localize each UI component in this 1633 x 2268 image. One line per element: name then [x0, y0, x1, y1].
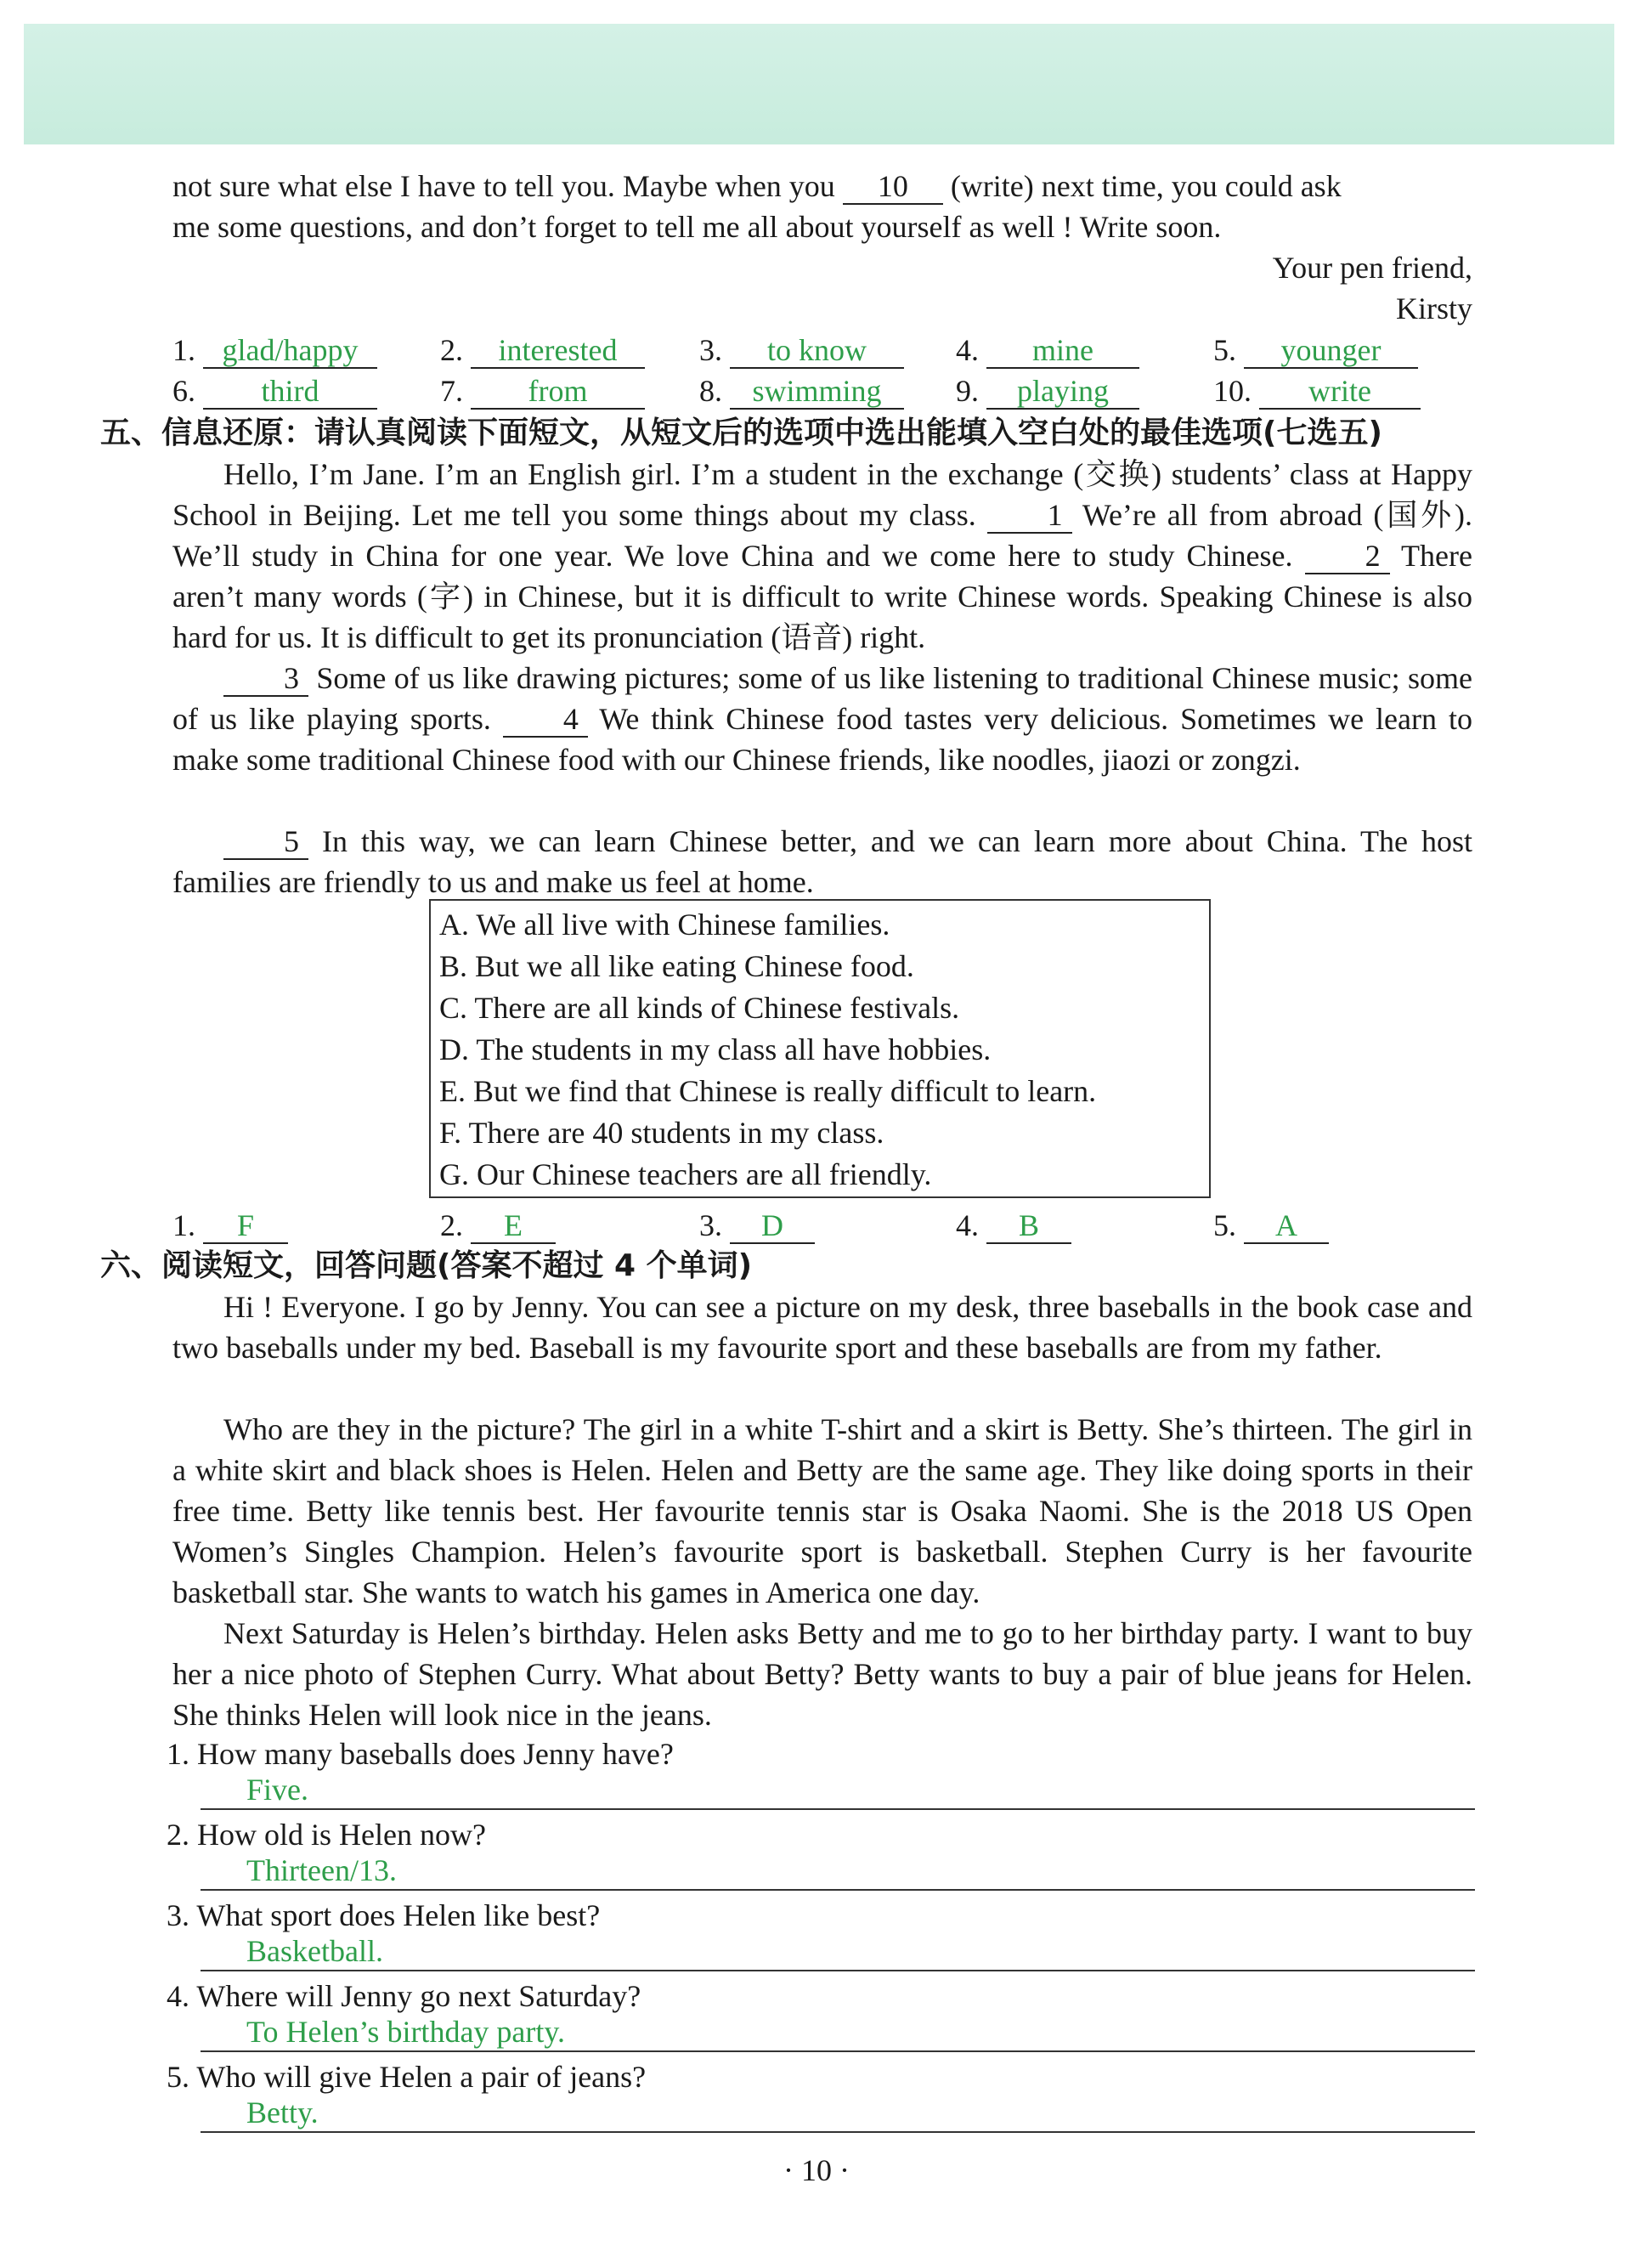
- answer-item: 5. younger: [1213, 330, 1418, 370]
- blank-10: 10: [843, 169, 943, 205]
- answer-blank: B: [986, 1208, 1071, 1244]
- blank-4: 4: [503, 702, 588, 738]
- option-b: B. But we all like eating Chinese food.: [439, 949, 914, 983]
- answer-blank: write: [1259, 374, 1421, 410]
- question-1: [167, 1735, 1475, 1817]
- answer-item: 10. write: [1213, 370, 1421, 411]
- answer-item: 8. swimming: [699, 370, 904, 411]
- blank-5: 5: [223, 824, 308, 860]
- passage-5-paragraph-3: 5 In this way, we can learn Chinese better, and we can learn more about China. The host families are friendly to us and make us feel at home.: [172, 824, 1472, 899]
- blank-1: 1: [987, 498, 1072, 534]
- letter-signature: Kirsty: [1396, 291, 1472, 325]
- answer-item: 1. glad/happy: [172, 330, 377, 370]
- answer-item: 4. mine: [956, 330, 1139, 370]
- answer-blank: from: [471, 374, 645, 410]
- page-number: · 10 ·: [783, 2153, 850, 2187]
- answer-blank: playing: [986, 374, 1139, 410]
- answer-item: 3. D: [699, 1205, 815, 1246]
- question-text: 1. How many baseballs does Jenny have?: [167, 1737, 674, 1771]
- answer-row-1: [172, 330, 1472, 370]
- answer-item: 9. playing: [956, 370, 1139, 411]
- answer-item: 4. B: [956, 1205, 1071, 1246]
- passage-5-paragraph-2: 3 Some of us like drawing pictures; some of us like listening to traditional Chinese music; some of us like playing sports. 4 We think Chinese food tastes very delicious. Sometimes we learn to make some traditional Chinese food with our Chinese friends, like noodles, jiaozi or zongzi.: [172, 661, 1472, 777]
- answer-blank: E: [471, 1208, 556, 1244]
- answer-line: [201, 1889, 1475, 1891]
- letter-closing: Your pen friend,: [1272, 251, 1472, 285]
- letter-line-2: me some questions, and don’t forget to tell me all about yourself as well ! Write soon.: [172, 210, 1222, 244]
- question-text: 4. Where will Jenny go next Saturday?: [167, 1979, 641, 2013]
- passage-6-paragraph-1: Hi ! Everyone. I go by Jenny. You can see a picture on my desk, three baseballs in the book case and two baseballs under my bed. Baseball is my favourite sport and these baseballs are from my father.: [172, 1290, 1472, 1365]
- answer-text: Thirteen/13.: [246, 1853, 397, 1887]
- answer-item: 6. third: [172, 370, 377, 411]
- answer-blank: mine: [986, 333, 1139, 369]
- answer-item: 7. from: [440, 370, 645, 411]
- answer-line: [201, 1970, 1475, 1971]
- answer-item: 3. to know: [699, 330, 904, 370]
- options-box: [429, 899, 1211, 1198]
- answer-line: [201, 2131, 1475, 2133]
- answer-line: [201, 2050, 1475, 2052]
- question-text: 5. Who will give Helen a pair of jeans?: [167, 2060, 647, 2094]
- answer-item: 1. F: [172, 1205, 288, 1246]
- section-6-heading: 六、阅读短文，回答问题(答案不超过 4 个单词): [100, 1248, 753, 1283]
- question-4: [167, 1977, 1475, 2059]
- blank-2: 2: [1305, 539, 1390, 574]
- answer-blank: glad/happy: [203, 333, 377, 369]
- passage-6-paragraph-2: Who are they in the picture? The girl in a white T-shirt and a skirt is Betty. She’s thirteen. The girl in a white skirt and black shoes is Helen. Helen and Betty are the same age. They like doing sports in their free time. Betty like tennis best. Her favourite tennis star is Osaka Naomi. She is the 2018 US Open Women’s Singles Champion. Helen’s favourite sport is basketball. Stephen Curry is her favourite basketball star. She wants to watch his games in America one day.: [172, 1412, 1472, 1609]
- answer-item: 2. E: [440, 1205, 556, 1246]
- answer-text: Basketball.: [246, 1934, 383, 1968]
- option-f: F. There are 40 students in my class.: [439, 1116, 884, 1150]
- option-g: G. Our Chinese teachers are all friendly.: [439, 1157, 932, 1191]
- answer-row-section-5: [172, 1205, 1472, 1246]
- answer-row-2: [172, 370, 1472, 411]
- answer-item: 2. interested: [440, 330, 645, 370]
- answer-text: Five.: [246, 1773, 309, 1807]
- answer-line: [201, 1808, 1475, 1810]
- passage-6-paragraph-3: Next Saturday is Helen’s birthday. Helen asks Betty and me to go to her birthday party. I want to buy her a nice photo of Stephen Curry. What about Betty? Betty wants to buy a pair of blue jeans for Helen. She thinks Helen will look nice in the jeans.: [172, 1616, 1472, 1732]
- question-5: [167, 2058, 1475, 2140]
- option-c: C. There are all kinds of Chinese festivals.: [439, 991, 960, 1025]
- option-e: E. But we find that Chinese is really difficult to learn.: [439, 1074, 1097, 1108]
- answer-blank: younger: [1244, 333, 1418, 369]
- section-5-heading: 五、信息还原：请认真阅读下面短文，从短文后的选项中选出能填入空白处的最佳选项(七选五): [100, 416, 1382, 450]
- answer-text: Betty.: [246, 2095, 319, 2129]
- question-text: 3. What sport does Helen like best?: [167, 1898, 601, 1932]
- answer-blank: to know: [730, 333, 904, 369]
- answer-blank: A: [1244, 1208, 1329, 1244]
- option-d: D. The students in my class all have hobbies.: [439, 1032, 992, 1066]
- answer-blank: interested: [471, 333, 645, 369]
- answer-blank: D: [730, 1208, 815, 1244]
- question-3: [167, 1897, 1475, 1978]
- question-text: 2. How old is Helen now?: [167, 1818, 486, 1852]
- option-a: A. We all live with Chinese families.: [439, 908, 890, 942]
- question-2: [167, 1816, 1475, 1898]
- letter-line-1: not sure what else I have to tell you. Maybe when you 10 (write) next time, you could ask: [172, 169, 1342, 203]
- answer-blank: third: [203, 374, 377, 410]
- answer-item: 5. A: [1213, 1205, 1329, 1246]
- passage-5-paragraph-1: Hello, I’m Jane. I’m an English girl. I’m a student in the exchange (交换) students’ class at Happy School in Beijing. Let me tell you some things about my class. 1 We’re all from abroad (国外). We’ll study in China for one year. We love China and we come here to study Chinese. 2 There aren’t many words (字) in Chinese, but it is difficult to write Chinese words. Speaking Chinese is also hard for us. It is difficult to get its pronunciation (语音) right.: [172, 457, 1473, 654]
- answer-blank: swimming: [730, 374, 904, 410]
- answer-text: To Helen’s birthday party.: [246, 2015, 566, 2049]
- blank-3: 3: [223, 661, 308, 697]
- answer-blank: F: [203, 1208, 288, 1244]
